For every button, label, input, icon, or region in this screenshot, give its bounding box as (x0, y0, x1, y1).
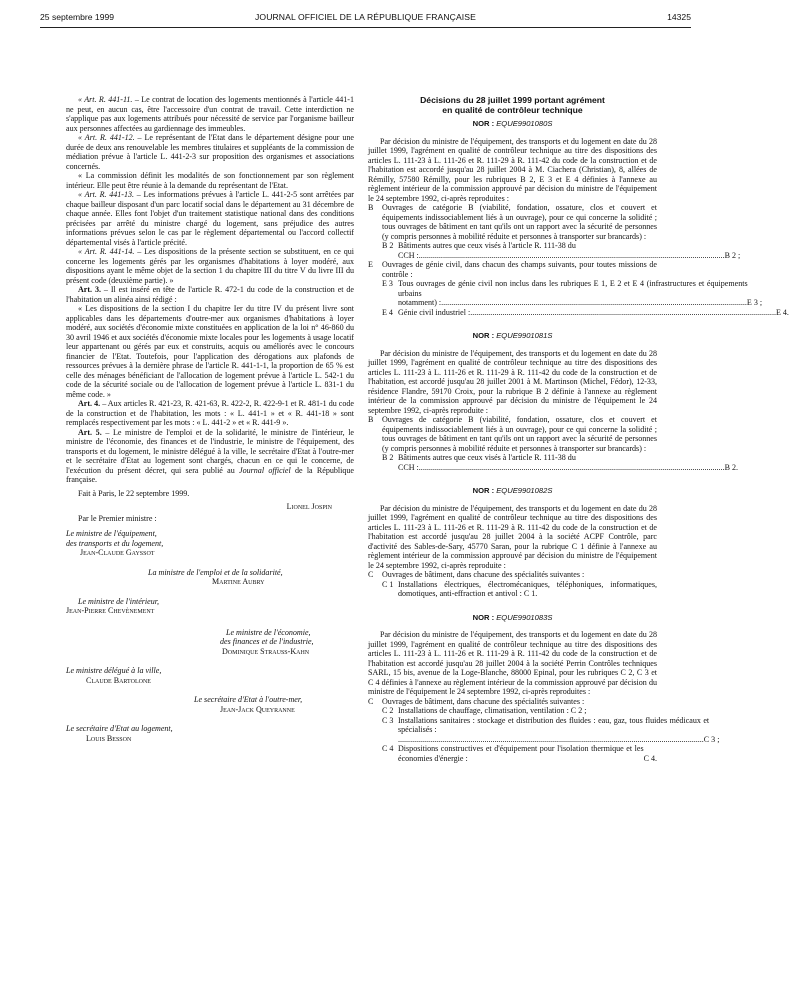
decision-3-category-c: C Ouvrages de bâtiment, dans chacune des spécialités suivantes : (368, 570, 585, 579)
decision-1-category-b: B Ouvrages de catégorie B (viabilité, fondation, ossature, clos et couvert et équipements indissociablement liés à un ouvrage), pour ce qui concerne la solidité ; tous ouvrages de bâtiment en tant qu'ils ont un rapport avec la sécurité de personnes (y compris personnes à mobilité réduite et personnes à transporter sur brancards) : (368, 203, 657, 241)
decision-1-rubric-e3: E 3 Tous ouvrages de génie civil non inclus dans les rubriques E 1, E 2 et E 4 (infrastructures et équipements urbains notamment) : ..... E 3 ; (382, 279, 657, 308)
signature-block-7: Le secrétaire d'Etat au logement, Louis Besson (66, 724, 173, 743)
decision-2-text: Par décision du ministre de l'équipement, des transports et du logement en date du 28 juillet 1999, l'agrément en qualité de contrôleur technique au titre des dispositions des articles L. 111-23 à L. 111-26 et R. 111-29 à R. 111-42 du code de la construction et de l'habitation, est accordé jusqu'au 28 juillet 2001 à M. Martinson (Michel, Fédor), 12-33, résidence Flandre, 59170 Croix, pour la rubrique B 2 définie à l'annexe au règlement intérieur de la commission approuvé par décision du ministre de l'équipement le 24 septembre 1992, ci-après reproduite : (368, 348, 657, 415)
signature-block-6: Le secrétaire d'Etat à l'outre-mer, Jean-Jack Queyranne (194, 695, 303, 714)
commission-paragraph: « La commission définit les modalités de son fonctionnement par son règlement intérieur. Elle peut être réunie à la demande du représentant de l'Etat. (66, 171, 354, 190)
nor-reference-2: NOR : EQUE9901081S (472, 331, 553, 340)
decision-4-rubric-c3: C 3 Installations sanitaires : stockage et distribution des fluides : eau, gaz, tous fluides médicaux et spécialisés : ..... C 3 ; (382, 716, 657, 745)
decision-4-rubric-c2: C 2 Installations de chauffage, climatisation, ventilation : C 2 ; (382, 706, 587, 715)
signature-block-5: Le ministre délégué à la ville, Claude Bartolone (66, 666, 162, 685)
decision-1-text: Par décision du ministre de l'équipement, des transports et du logement en date du 28 juillet 1999, l'agrément en qualité de contrôleur technique au titre des dispositions des articles L. 111-23 à L. 111-26 et R. 111-29 à R. 111-42 du code de la construction et de l'habitation est accordé jusqu'au 28 juillet 2004 à M. Ciachera (Christian), 8, allées de Rémilly, 57580 Rémilly, pour les rubriques B 2, E 3 et E 4 définies à l'annexe au règlement intérieur de la commission approuvé par décision du ministre de l'équipement le 24 septembre 1992, ci-après reproduites : (368, 136, 657, 203)
signature-block-1: Le ministre de l'équipement, des transports et du logement, Jean-Claude Gayssot (66, 529, 164, 557)
left-column (66, 95, 354, 743)
decisions-title-line1: Décisions du 28 juillet 1999 portant agrément (420, 95, 605, 105)
decision-2-category-b: B Ouvrages de catégorie B (viabilité, fondation, ossature, clos et couvert et équipements indissociablement liés à un ouvrage), pour ce qui concerne la solidité ; tous ouvrages de bâtiment en tant qu'ils ont un rapport avec la sécurité de personnes (y compris personnes à mobilité réduite et personnes à transporter sur brancards) : (368, 415, 657, 453)
article-r441-12: « Art. R. 441-12. – Le représentant de l'Etat dans le département désigne pour une durée de deux ans renouvelable les membres titulaires et suppléants de la commission de médiation prévue à l'article L. 441-2-3 sur proposition des organismes et associations concernés. (66, 133, 354, 171)
header-date: 25 septembre 1999 (40, 12, 115, 22)
signature-block-3: Le ministre de l'intérieur, Jean-Pierre Chevènement (66, 596, 159, 615)
article-r441-14: « Art. R. 441-14. – Les dispositions de la présente section se substituent, en ce qui concerne les logements gérés par les organismes d'habitations à loyer modéré, aux dispositions ayant le même objet de la section 1 du chapitre III du titre V du livre III du présent code (deuxième partie). » (66, 247, 354, 285)
header-journal-title: JOURNAL OFFICIEL DE LA RÉPUBLIQUE FRANÇAISE (255, 12, 476, 22)
decision-4-rubric-c4: C 4 Dispositions constructives et d'équipement pour l'isolation thermique et les économies d'énergie : C 4. (382, 744, 657, 763)
decision-4-category-c: C Ouvrages de bâtiment, dans chacune des spécialités suivantes : (368, 696, 585, 706)
decision-3-text: Par décision du ministre de l'équipement, des transports et du logement en date du 28 juillet 1999, l'agrément en qualité de contrôleur technique au titre des dispositions des articles L. 111-23 à L. 111-26 et R. 111-29 à R. 111-42 du code de la construction et de l'habitation est accordé jusqu'au 28 juillet 2004 à la société ACPF Contrôle, parc d'activité des Sables-de-Sary, 45770 Saran, pour la rubrique C 1 définie à l'annexe au règlement intérieur de la commission approuvé par décision du ministre de l'équipement le 24 septembre 1992, ci-après reproduite : (368, 503, 657, 570)
right-column (368, 95, 789, 763)
article-r441-13: « Art. R. 441-13. – Les informations prévues à l'article L. 441-2-5 sont arrêtées par chaque bailleur disposant d'un parc locatif social dans le département au 31 décembre de chaque année. Elles font l'objet d'un traitement statistique national dans des conditions précisées par arrêté du ministre chargé du logement, sans préjudice des autres informations prévues selon le cas par le règlement départemental ou l'accord collectif départemental visés à l'article précité. (66, 190, 354, 247)
article-r441-11: « Art. R. 441-11. – Le contrat de location des logements mentionnés à l'article 441-1 ne peut, en aucun cas, être l'accessoire d'un contrat de travail. Cette interdiction ne s'applique pas aux logements attribués pour nécessité de service par l'organisme bailleur aux personnes affectées au gardiennage des immeubles. (66, 95, 354, 133)
decision-3-rubric-c1: C 1 Installations électriques, électromécaniques, téléphoniques, informatiques, domotiques, anti-effraction et antivol : C 1. (382, 579, 657, 598)
decision-4-text: Par décision du ministre de l'équipement, des transports et du logement en date du 28 juillet 1999, l'agrément en qualité de contrôleur technique au titre des dispositions des articles L. 111-23 à L. 111-26 et R. 111-29 à R. 111-42 du code de la construction et de l'habitation est accordé jusqu'au 28 juillet 2004 à la société Perrin Contrôles techniques SARL, 15 bis, avenue de la Loge-Blanche, 88000 Epinal, pour les rubriques C 2, C 3 et C 4 définies à l'annexe au règlement intérieur de la commission approuvé par décision du ministre de l'équipement le 24 septembre 1992, ci-après reproduites : (368, 630, 657, 696)
decision-1-category-e: E Ouvrages de génie civil, dans chacun des champs suivants, pour toutes missions de contrôle : (368, 260, 657, 279)
decision-1-rubric-e4: E 4 Génie civil industriel : ..... E 4. (382, 308, 657, 318)
header-page-number: 14325 (667, 12, 691, 22)
nor-reference-4: NOR : EQUE9901083S (472, 612, 553, 622)
article-3-quote: « Les dispositions de la section I du chapitre Ier du titre IV du présent livre sont applicables dans les départements d'outre-mer aux organismes d'habitations à loyer modéré, aux sociétés d'économie mixte constituées en application de la loi n° 46-860 du 30 avril 1946 et aux sociétés d'économie mixte locales pour les logements à usage locatif leur appartenant ou gérés par eux et construits, acquis ou améliorés avec le concours financier de l'Etat. Toutefois, pour l'application des dérogations aux plafonds de ressources prévues à la dernière phrase de l'article R. 441-1-1, la proportion de 65 % est celle des ménages bénéficiant de l'allocation de logement prévue à l'article L. 542-1 du code de la sécurité sociale ou de l'allocation de logement prévue à l'article L. 831-1 du même code. » (66, 304, 354, 399)
decision-1-rubric-b2: B 2 Bâtiments autres que ceux visés à l'article R. 111-38 du CCH : ..... B 2 ; (382, 241, 657, 260)
page-header (40, 8, 691, 28)
signing-date: Fait à Paris, le 22 septembre 1999. (78, 488, 190, 498)
nor-reference-1: NOR : EQUE9901080S (472, 119, 553, 128)
decisions-title-line2: en qualité de contrôleur technique (442, 105, 583, 115)
article-5: Art. 5. – Le ministre de l'emploi et de la solidarité, le ministre de l'intérieur, le ministre de l'économie, des finances et de l'industrie, le ministre de l'équipement, des transports et du logement, le ministre délégué à la ville, le secrétaire d'Etat à l'outre-mer et le secrétaire d'Etat au logement sont chargés, chacun en ce qui le concerne, de l'exécution du présent décret, qui sera publié au Journal officiel de la République française. (66, 427, 354, 484)
nor-reference-3: NOR : EQUE9901082S (472, 486, 553, 495)
signature-block-2: La ministre de l'emploi et de la solidarité, Martine Aubry (148, 567, 283, 586)
article-4: Art. 4. – Aux articles R. 421-23, R. 421-63, R. 422-2, R. 422-9-1 et R. 481-1 du code de la construction et de l'habitation, les mots : « L. 441-1 » et « R. 441-18 » sont remplacés respectivement par les mots : « L. 441-2 » et « R. 441-9 ». (66, 399, 355, 427)
decision-2-rubric-b2: B 2 Bâtiments autres que ceux visés à l'article R. 111-38 du CCH : ..... B 2. (382, 453, 657, 472)
par-le-premier-ministre: Par le Premier ministre : (78, 513, 157, 523)
signature-block-4: Le ministre de l'économie, des finances et de l'industrie, Dominique Strauss-Kahn (220, 627, 314, 656)
article-3: Art. 3. – Il est inséré en tête de l'article R. 472-1 du code de la construction et de l'habitation un alinéa ainsi rédigé : (66, 285, 354, 304)
prime-minister-name: Lionel Jospin (286, 502, 332, 511)
